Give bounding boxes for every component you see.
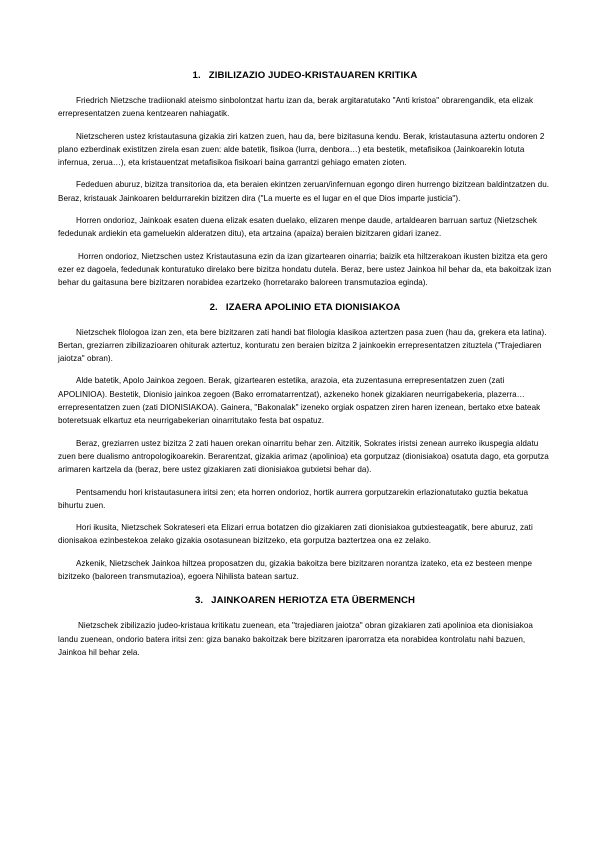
section-title-2: [58, 302, 552, 313]
paragraph-1-5: Horren ondorioz, Nietzschen ustez Kristautasuna ezin da izan gizartearen oinarria; baizik eta hiltzerakoan ikusten bizitza eta gero ezer ez dagoela, fededunak konturatuko direlako bere bizitza hondatu dutela. Beraz, bere ustez Jainkoa hil behar da, eta bakoitzak izan behar du gaitasuna bere bizitzaren norabidea ezartzeko (horretarako baloreen transmutazioa eginda).: [58, 251, 552, 288]
paragraph-2-2: Alde batetik, Apolo Jainkoa zegoen. Berak, gizartearen estetika, arazoia, eta zuzentasuna errepresentatzen zuen (zati APOLINIOA). Bestetik, Dionisio jainkoa zegoen (Bako erromatarrentzat), azkeneko honek gizakiaren neurrigabekeria, plazerra… errepresentatzen zuen (zati DIONISIAKOA). Gainera, "Bakonalak" izeneko orgiak ospatzen ziren haren izenean, bertako etxe bateak boteretsuak elkartuz eta neurrigabekerian oinarritutako festa bat ospatuz.: [58, 376, 541, 426]
paragraph-2-4: Pentsamendu hori kristautasunera iritsi zen; eta horren ondorioz, hortik aurrera gorputzarekin erlazionatutako guztia bekatua bihurtu zuen.: [58, 487, 529, 510]
paragraph-1-1: Friedrich Nietzsche tradiionakl ateismo sinbolontzat hartu izan da, berak argitaratutako "Anti kristoa" obrarengandik, eta elizak errepresentatzen zuena kentzearen nahiagatik.: [58, 96, 534, 119]
paragraph-2-1: Nietzschek filologoa izan zen, eta bere bizitzaren zati handi bat filologia klasikoa aztertzen pasa zuen (hau da, grekera eta latina). Bertan, greziarren zibilizazioaren ohiturak aztertuz, konturatu zen beraien bizitza 2 jainkoekin errepresentatzen zituztela ("Trajediaren jaiotza" obran).: [58, 327, 547, 364]
section-heading-1: ZIBILIZAZIO JUDEO-KRISTAUAREN KRITIKA: [208, 70, 418, 81]
section-number-2: 2.: [209, 301, 218, 313]
paragraph-1-3: Fededuen aburuz, bizitza transitorioa da, eta beraien ekintzen zeruan/infernuan egongo diren hurrengo bizitzean baldintzatzen du. Beraz, kristauak Jainkoaren beldurrarekin bizitzen dira ("La muerte es el lugar en el que Dios imparte justicia").: [58, 180, 550, 203]
paragraph-2-5: Hori ikusita, Nietzschek Sokrateseri eta Elizari errua botatzen dio gizakiaren zati dionisiakoa gutxiesteagatik, bere aburuz, zati dionisakoa ezinbestekoa zelako gizakia osotasunean bizitzeko, eta gorputza baztertzea ona ez zelako.: [58, 523, 533, 546]
paragraph-3-1: Nietzschek zibilizazio judeo-kristaua kritikatu zuenean, eta "trajediaren jaiotza" obran gizakiaren zati apolinioa eta dionisiakoa landu zuenean, ondorio batera iritsi zen: giza banako bakoitzak bere bizitzaren iparorratza eta norabidea kontrolatu nahi bazuen, Jainkoa hil behar zela.: [58, 621, 533, 657]
paragraph-2-6: Azkenik, Nietzschek Jainkoa hiltzea proposatzen du, gizakia bakoitza bere bizitzaren norantza izateko, eta ez besteen menpe bizitzeko (baloreen transmutazioa), egoera Nihilista batean sartuz.: [58, 558, 533, 582]
paragraph-1-2: Nietzscheren ustez kristautasuna gizakia ziri katzen zuen, hau da, bere bizitasuna kendu. Berak, kristautasuna aztertu ondoren 2 plano ezberdinak existitzen zirela esan zuen: alde batetik, fisikoa (lurra, denbora…) eta bestetik, metafisikoa (Jainkoarekin lotuta infernua, zerua…), eta kristauentzat metafisikoa fisikoari baina garrantzi gehiago ematen zioten.: [58, 131, 545, 168]
paragraph-1-4: Horren ondorioz, Jainkoak esaten duena elizak esaten duelako, elizaren menpe daude, artaldearen barruan sartuz (Nietzschek fededunak ardiekin eta gameluekin alderatzen ditu), eta artzaina (apaiza) beraien bizitzaren gidari izanez.: [58, 216, 537, 239]
section-heading-2: IZAERA APOLINIO ETA DIONISIAKOA: [225, 301, 401, 313]
section-number-3: 3.: [194, 595, 204, 607]
section-number-1: 1.: [192, 70, 201, 81]
document-content: [58, 70, 552, 659]
section-heading-3: JAINKOAREN HERIOTZA ETA ÜBERMENCH: [211, 595, 416, 607]
section-title-3: [58, 595, 552, 606]
paragraph-2-3: Beraz, greziarren ustez bizitza 2 zati hauen orekan oinarritu behar zen. Aitzitik, Sokrates iristsi zenean aurreko ikuspegia aldatu zuen bere dualismo antropologikoarekin. Berarentzat, gizakia arimaz (apolinioa) eta gorputzaz (dionisiakoa) osatuta dago, eta gorputza arimaren kartzela da (beraz, bere ustez gizakiaren zati dionisiakoa gutxietsi behar da).: [58, 438, 549, 475]
section-title-1: [58, 70, 552, 81]
